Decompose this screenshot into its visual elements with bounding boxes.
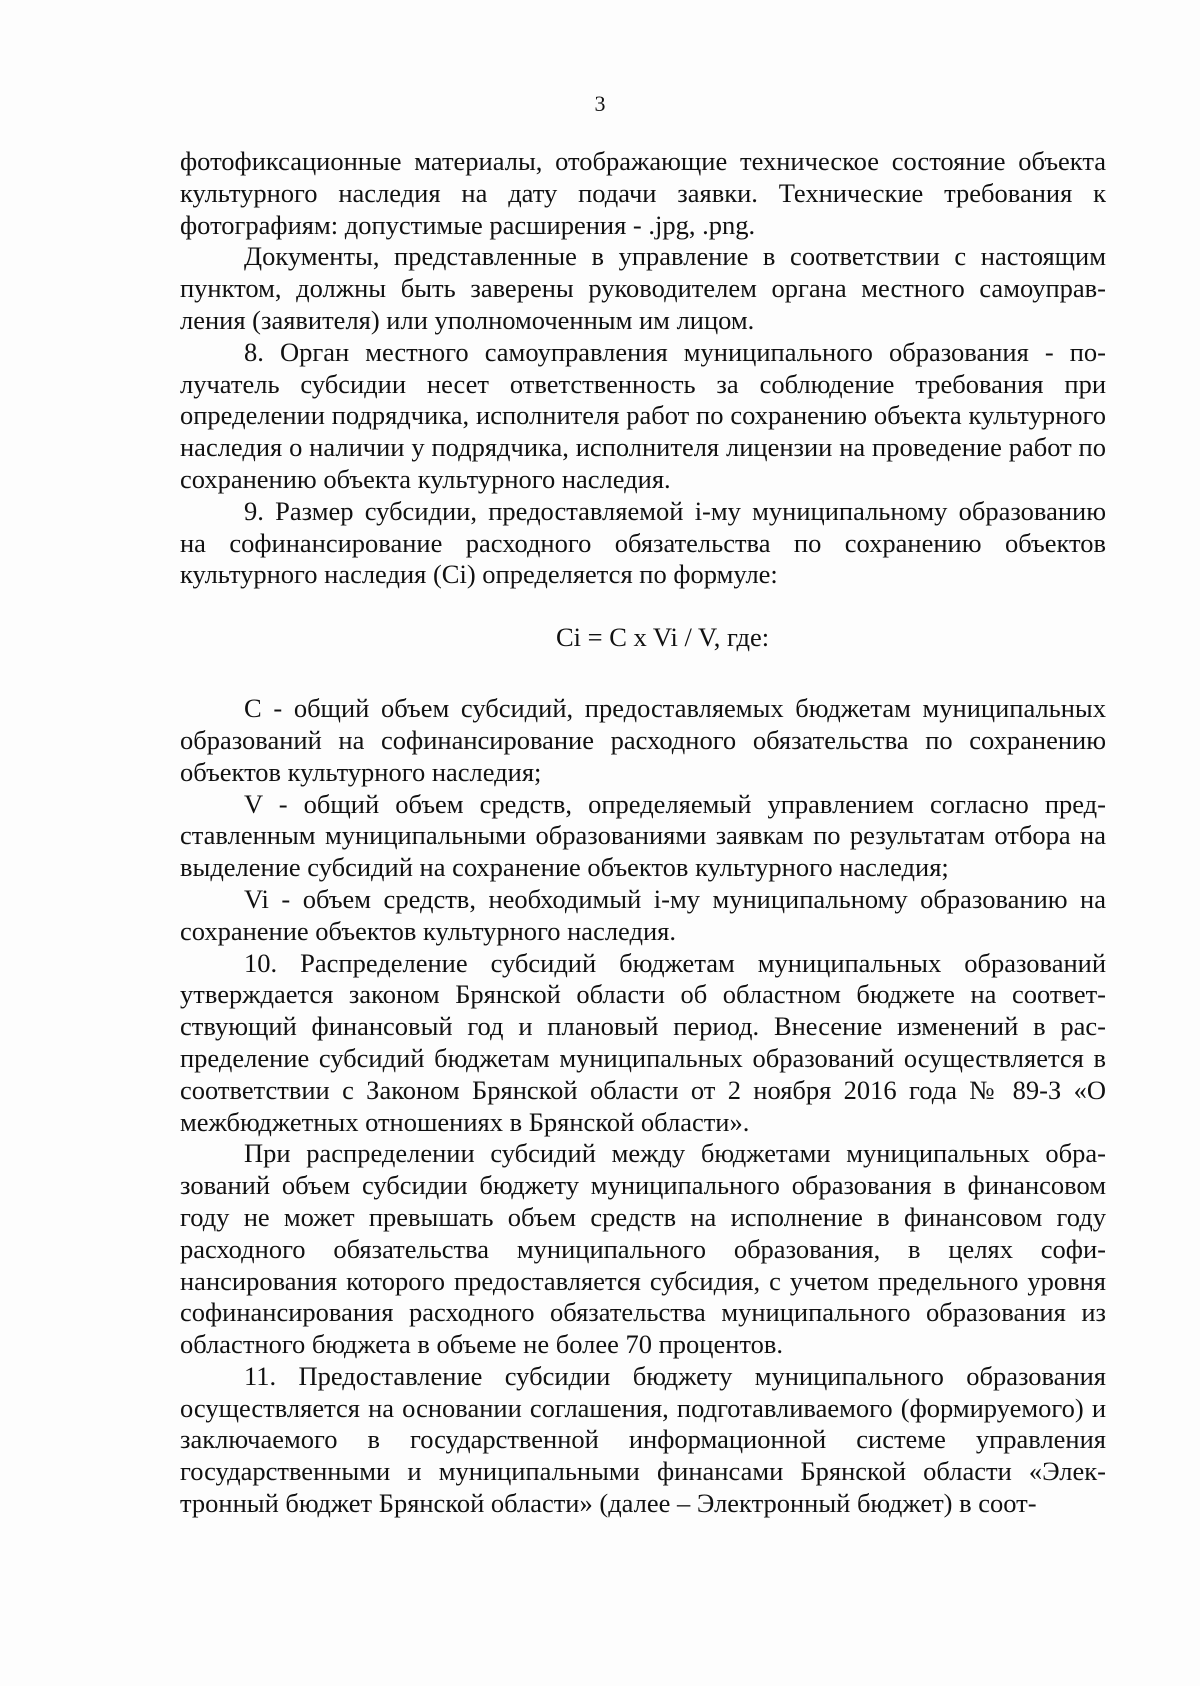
definition-vi: Vi - объем средств, необходимый i-му муниципальному образованию на сохранение объектов культурного наследия. — [180, 883, 1106, 946]
page-number: 3 — [594, 91, 606, 116]
document-body — [180, 146, 1106, 1520]
subsidy-formula: Ci = C x Vi / V, где: — [556, 622, 770, 653]
paragraph-documents-certification: Документы, представленные в управление в соответствии с настоящим пунктом, должны быть заверены руководителем органа местного самоуправления (заявителя) или уполномоченным им лицом. — [180, 241, 1106, 335]
paragraph-item-11: 11. Предоставление субсидии бюджету муниципального образования осуществляется на основании соглашения, подготавливаемого (формируемого) и заключаемого в государственной информационной системе управления государственными и муниципальными финансами Брянской области «Электронный бюджет Брянской области» (далее – Электронный бюджет) в соот- — [180, 1360, 1106, 1519]
paragraph-photo-materials: фотофиксационные материалы, отображающие техническое состояние объекта культурного наследия на дату подачи заявки. Технические требования к фотографиям: допустимые расширения - .jpg, .png. — [180, 146, 1106, 240]
definition-c: С - общий объем субсидий, предоставляемых бюджетам муниципальных образований на софинансирование расходного обязательства по сохранению объектов культурного наследия; — [180, 693, 1106, 787]
definition-v: V - общий объем средств, определяемый управлением согласно представленным муниципальными образованиями заявкам по результатам отбора на выделение субсидий на сохранение объектов культурного наследия; — [180, 788, 1106, 883]
paragraph-item-10: 10. Распределение субсидий бюджетам муниципальных образований утверждается законом Брянской области об областном бюджете на соответствующий финансовый год и плановый период. Внесение изменений в распределение субсидий бюджетам муниципальных образований осуществляется в соответствии с Законом Брянской области от 2 ноября 2016 года № 89-З «О межбюджетных отношениях в Брянской области». — [180, 947, 1106, 1137]
paragraph-item-9: 9. Размер субсидии, предоставляемой i-му муниципальному образованию на софинансирование расходного обязательства по сохранению объектов культурного наследия (Ci) определяется по формуле: — [180, 495, 1106, 590]
paragraph-distribution-limits: При распределении субсидий между бюджетами муниципальных образований объем субсидии бюджету муниципального образования в финансовом году не может превышать объем средств на исполнение в финансовом году расходного обязательства муниципального образования, в целях софинансирования которого предоставляется субсидия, с учетом предельного уровня софинансирования расходного обязательства муниципального образования из областного бюджета в объеме не более 70 процентов. — [180, 1138, 1106, 1360]
paragraph-item-8: 8. Орган местного самоуправления муниципального образования - получатель субсидии несет ответственность за соблюдение требования при определении подрядчика, исполнителя работ по сохранению объекта культурного наследия о наличии у подрядчика, исполнителя лицензии на проведение работ по сохранению объекта культурного наследия. — [180, 336, 1106, 494]
spacer — [180, 591, 1106, 621]
spacer — [180, 653, 1106, 693]
